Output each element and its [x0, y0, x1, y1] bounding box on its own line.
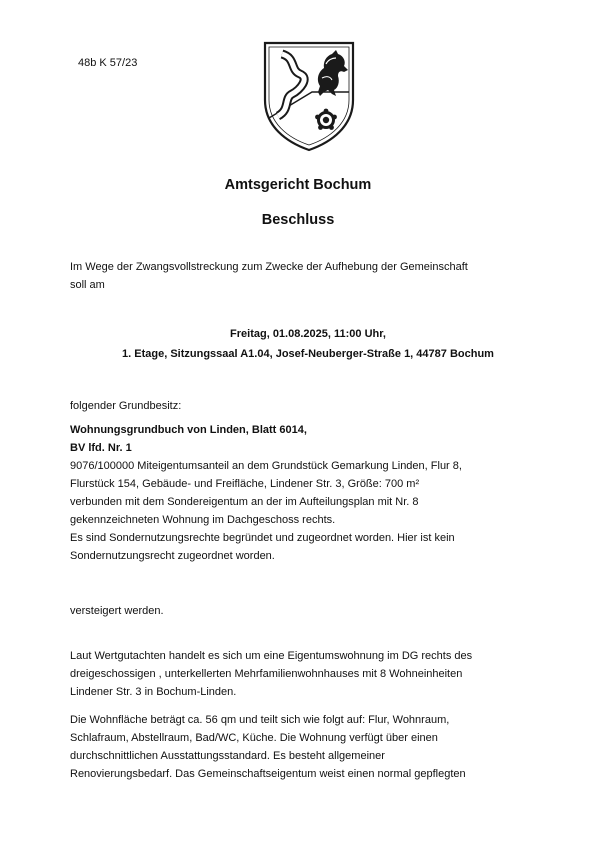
appointment-date: Freitag, 01.08.2025, 11:00 Uhr, [230, 328, 386, 340]
property-heading: folgender Grundbesitz: [70, 400, 182, 412]
details-line: Die Wohnfläche beträgt ca. 56 qm und teilt sich wie folgt auf: Flur, Wohnraum, [70, 714, 450, 726]
document-title: Beschluss [261, 212, 335, 228]
property-description-line: gekennzeichneten Wohnung im Dachgeschoss rechts. [70, 514, 336, 526]
property-description-line: verbunden mit dem Sondereigentum an der im Aufteilungsplan mit Nr. 8 [70, 496, 419, 508]
land-register-title: Wohnungsgrundbuch von Linden, Blatt 6014, [70, 424, 307, 436]
property-description-line: 9076/100000 Miteigentumsanteil an dem Grundstück Gemarkung Linden, Flur 8, [70, 460, 462, 472]
appraisal-line: Lindener Str. 3 in Bochum-Linden. [70, 686, 237, 698]
details-line: Schlafraum, Abstellraum, Bad/WC, Küche. Die Wohnung verfügt über einen [70, 732, 438, 744]
intro-line: soll am [70, 279, 105, 291]
intro-line: Im Wege der Zwangsvollstreckung zum Zwecke der Aufhebung der Gemeinschaft [70, 261, 468, 273]
appraisal-line: dreigeschossigen , unterkellerten Mehrfamilienwohnhauses mit 8 Wohneinheiten [70, 668, 463, 680]
property-description-line: Flurstück 154, Gebäude- und Freifläche, Lindener Str. 3, Größe: 700 m² [70, 478, 420, 490]
auction-statement: versteigert werden. [70, 605, 164, 617]
appraisal-line: Laut Wertgutachten handelt es sich um eine Eigentumswohnung im DG rechts des [70, 650, 473, 662]
land-register-entry: BV lfd. Nr. 1 [70, 442, 132, 454]
court-name: Amtsgericht Bochum [224, 177, 372, 193]
details-line: Renovierungsbedarf. Das Gemeinschaftseigentum weist einen normal gepflegten [70, 768, 466, 780]
property-description-line: Es sind Sondernutzungsrechte begründet und zugeordnet worden. Hier ist kein [70, 532, 455, 544]
appointment-location: 1. Etage, Sitzungssaal A1.04, Josef-Neuberger-Straße 1, 44787 Bochum [122, 348, 494, 360]
nrw-coat-of-arms-icon [260, 40, 358, 152]
property-description-line: Sondernutzungsrecht zugeordnet worden. [70, 550, 275, 562]
case-number: 48b K 57/23 [78, 57, 138, 69]
details-line: durchschnittlichen Ausstattungsstandard. Es besteht allgemeiner [70, 750, 385, 762]
